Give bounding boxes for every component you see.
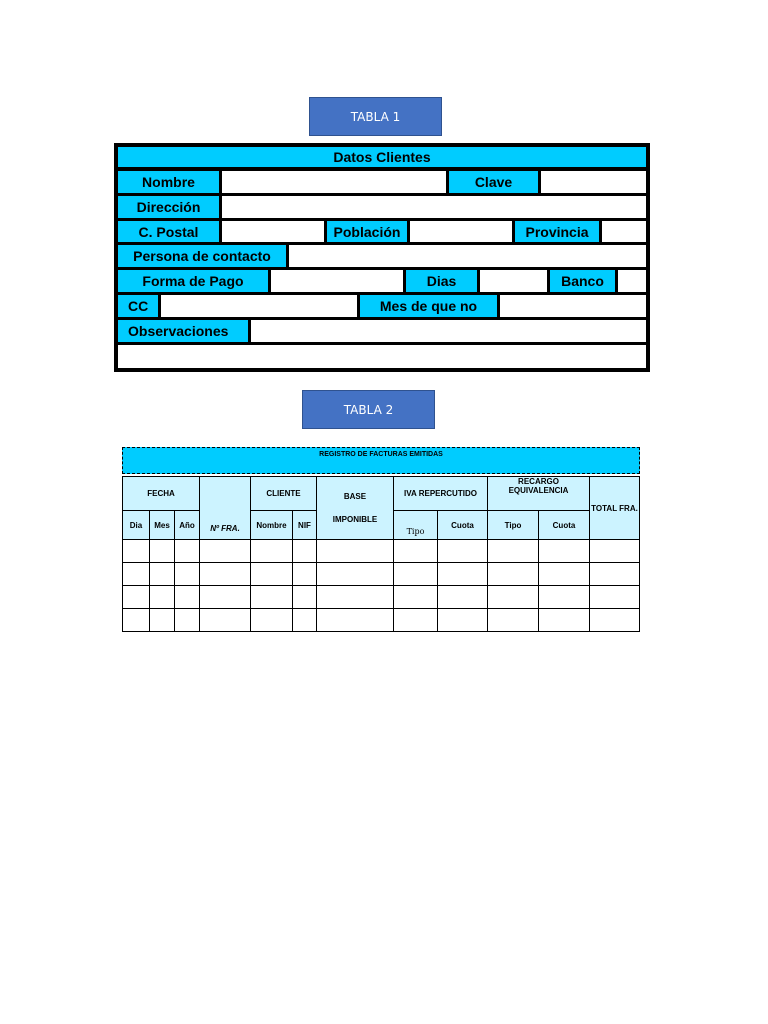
cell[interactable] bbox=[394, 586, 438, 609]
cell[interactable] bbox=[200, 609, 251, 632]
cell[interactable] bbox=[317, 563, 394, 586]
iva-tipo-header: Tipo bbox=[394, 511, 438, 540]
cell[interactable] bbox=[251, 540, 293, 563]
iva-header: IVA REPERCUTIDO bbox=[394, 477, 488, 511]
cell[interactable] bbox=[317, 609, 394, 632]
forma-pago-label: Forma de Pago bbox=[117, 269, 269, 293]
cell[interactable] bbox=[488, 563, 539, 586]
anio-header: Año bbox=[175, 511, 200, 540]
persona-contacto-field[interactable] bbox=[288, 244, 647, 268]
banco-label: Banco bbox=[549, 269, 616, 293]
recargo-header: RECARGO EQUIVALENCIA bbox=[488, 477, 590, 511]
cell[interactable] bbox=[150, 586, 175, 609]
cell[interactable] bbox=[175, 586, 200, 609]
dias-label: Dias bbox=[405, 269, 478, 293]
mes-header: Mes bbox=[150, 511, 175, 540]
cell[interactable] bbox=[150, 540, 175, 563]
cell[interactable] bbox=[539, 563, 590, 586]
recargo-cuota-header: Cuota bbox=[539, 511, 590, 540]
cell[interactable] bbox=[488, 540, 539, 563]
banco-field[interactable] bbox=[617, 269, 647, 293]
nif-header: NIF bbox=[293, 511, 317, 540]
cell[interactable] bbox=[200, 563, 251, 586]
cell[interactable] bbox=[438, 609, 488, 632]
cell[interactable] bbox=[590, 563, 640, 586]
cell[interactable] bbox=[123, 609, 150, 632]
fecha-header: FECHA bbox=[123, 477, 200, 511]
cell[interactable] bbox=[394, 609, 438, 632]
cell[interactable] bbox=[200, 586, 251, 609]
observaciones-field[interactable] bbox=[250, 319, 647, 343]
cell[interactable] bbox=[175, 563, 200, 586]
cell[interactable] bbox=[175, 540, 200, 563]
cliente-header: CLIENTE bbox=[251, 477, 317, 511]
cell[interactable] bbox=[123, 540, 150, 563]
cell[interactable] bbox=[488, 586, 539, 609]
dias-field[interactable] bbox=[479, 269, 548, 293]
cell[interactable] bbox=[590, 540, 640, 563]
cell[interactable] bbox=[539, 586, 590, 609]
form-title: Datos Clientes bbox=[117, 146, 647, 168]
poblacion-field[interactable] bbox=[409, 220, 513, 243]
cell[interactable] bbox=[317, 540, 394, 563]
cell[interactable] bbox=[539, 540, 590, 563]
clave-field[interactable] bbox=[540, 170, 647, 194]
cell[interactable] bbox=[293, 563, 317, 586]
table-row bbox=[123, 586, 640, 609]
tabla-2-label: TABLA 2 bbox=[302, 390, 435, 429]
cell[interactable] bbox=[394, 563, 438, 586]
cell[interactable] bbox=[590, 609, 640, 632]
iva-cuota-header: Cuota bbox=[438, 511, 488, 540]
persona-contacto-label: Persona de contacto bbox=[117, 244, 287, 268]
cell[interactable] bbox=[251, 609, 293, 632]
cell[interactable] bbox=[394, 540, 438, 563]
table-row bbox=[123, 609, 640, 632]
total-header: TOTAL FRA. bbox=[590, 477, 640, 540]
cell[interactable] bbox=[590, 586, 640, 609]
cell[interactable] bbox=[251, 586, 293, 609]
cell[interactable] bbox=[123, 563, 150, 586]
cell[interactable] bbox=[293, 540, 317, 563]
recargo-tipo-header: Tipo bbox=[488, 511, 539, 540]
observaciones-label: Observaciones bbox=[117, 319, 249, 343]
cell[interactable] bbox=[150, 609, 175, 632]
table-row bbox=[123, 540, 640, 563]
direccion-field[interactable] bbox=[221, 195, 647, 219]
cell[interactable] bbox=[438, 586, 488, 609]
base-label: BASE bbox=[343, 492, 367, 501]
cell[interactable] bbox=[200, 540, 251, 563]
cell[interactable] bbox=[175, 609, 200, 632]
cell[interactable] bbox=[293, 609, 317, 632]
forma-pago-field[interactable] bbox=[270, 269, 404, 293]
cell[interactable] bbox=[251, 563, 293, 586]
cpostal-label: C. Postal bbox=[117, 220, 220, 243]
cell[interactable] bbox=[123, 586, 150, 609]
datos-clientes-form bbox=[114, 143, 650, 372]
provincia-label: Provincia bbox=[514, 220, 600, 243]
cell[interactable] bbox=[488, 609, 539, 632]
registro-facturas-table bbox=[122, 476, 640, 632]
cell[interactable] bbox=[317, 586, 394, 609]
direccion-label: Dirección bbox=[117, 195, 220, 219]
tabla-1-label: TABLA 1 bbox=[309, 97, 442, 136]
table-row bbox=[123, 563, 640, 586]
imponible-label: IMPONIBLE bbox=[332, 515, 378, 524]
cell[interactable] bbox=[438, 563, 488, 586]
nombre-label: Nombre bbox=[117, 170, 220, 194]
mes-que-no-label: Mes de que no bbox=[359, 294, 498, 318]
mes-que-no-field[interactable] bbox=[499, 294, 647, 318]
nombre-field[interactable] bbox=[221, 170, 447, 194]
cell[interactable] bbox=[150, 563, 175, 586]
dia-header: Dia bbox=[123, 511, 150, 540]
cell[interactable] bbox=[293, 586, 317, 609]
cell[interactable] bbox=[539, 609, 590, 632]
cc-field[interactable] bbox=[160, 294, 358, 318]
clave-label: Clave bbox=[448, 170, 539, 194]
base-imponible-header bbox=[317, 477, 394, 540]
cell[interactable] bbox=[438, 540, 488, 563]
poblacion-label: Población bbox=[326, 220, 408, 243]
registro-title: REGISTRO DE FACTURAS EMITIDAS bbox=[122, 447, 640, 474]
cpostal-field[interactable] bbox=[221, 220, 325, 243]
cliente-nombre-header: Nombre bbox=[251, 511, 293, 540]
provincia-field[interactable] bbox=[601, 220, 647, 243]
nfra-header: Nº FRA. bbox=[200, 477, 251, 540]
observaciones-extra-field[interactable] bbox=[117, 344, 647, 369]
cc-label: CC bbox=[117, 294, 159, 318]
